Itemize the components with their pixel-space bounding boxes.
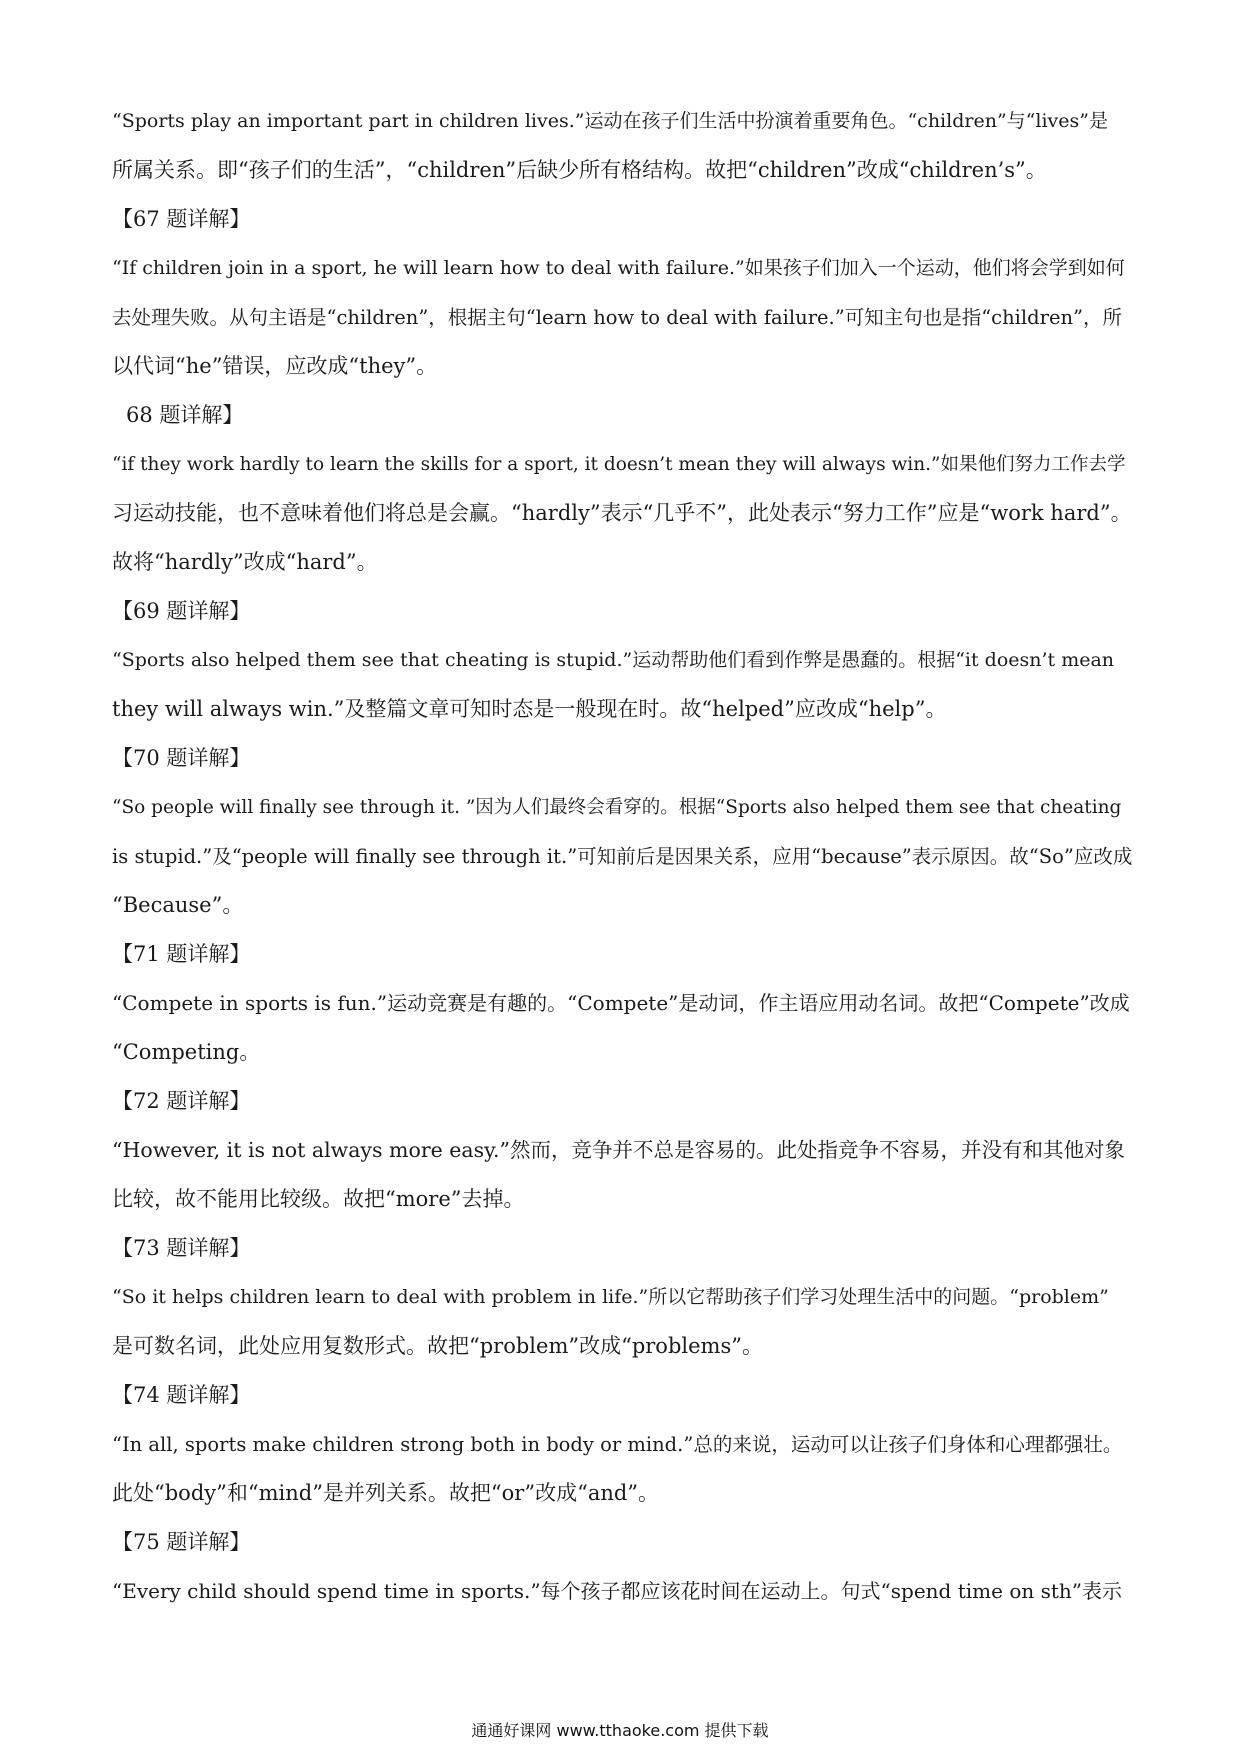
text-line: 比较，故不能用比较级。故把“more”去掉。 — [112, 1187, 525, 1211]
text-line: “So it helps children learn to deal with problem in life.”所以它帮助孩子们学习处理生活中的问题。“problem” — [112, 1286, 1109, 1308]
text-line: they will always win.”及整篇文章可知时态是一般现在时。故“helped”应改成“help”。 — [112, 697, 947, 721]
text-line: 此处“body”和“mind”是并列关系。故把“or”改成“and”。 — [112, 1481, 660, 1505]
text-line: “However, it is not always more easy.”然而，竞争并不总是容易的。此处指竞争不容易，并没有和其他对象 — [112, 1138, 1125, 1162]
section-heading-68: 68 题详解】 — [126, 403, 244, 427]
text-line: “Because”。 — [112, 893, 244, 917]
text-line: 故将“hardly”改成“hard”。 — [112, 550, 378, 574]
text-line: “Competing。 — [112, 1040, 261, 1064]
section-heading-72: 【72 题详解】 — [112, 1089, 251, 1113]
section-heading-69: 【69 题详解】 — [112, 599, 251, 623]
text-line: 所属关系。即“孩子们的生活”，“children”后缺少所有格结构。故把“children”改成“children’s”。 — [112, 158, 1047, 182]
text-line: “Sports also helped them see that cheating is stupid.”运动帮助他们看到作弊是愚蠢的。根据“it doesn’t mean — [112, 649, 1115, 671]
page-footer: 通通好课网 www.tthaoke.com 提供下载 — [471, 1721, 769, 1740]
text-line: is stupid.”及“people will finally see through it.”可知前后是因果关系，应用“because”表示原因。故“So”应改成 — [112, 845, 1133, 868]
section-heading-74: 【74 题详解】 — [112, 1383, 251, 1407]
document-body — [112, 97, 1132, 1616]
text-line: “Sports play an important part in children lives.”运动在孩子们生活中扮演着重要角色。“children”与“lives”是 — [112, 110, 1108, 132]
text-line: 去处理失败。从句主语是“children”，根据主句“learn how to deal with failure.”可知主句也是指“children”，所 — [112, 306, 1123, 329]
text-line: “if they work hardly to learn the skills for a sport, it doesn’t mean they will always win.”如果他们努力工作去学 — [112, 454, 1126, 475]
text-line: “In all, sports make children strong both in body or mind.”总的来说，运动可以让孩子们身体和心理都强壮。 — [112, 1433, 1123, 1456]
section-heading-71: 【71 题详解】 — [112, 942, 251, 966]
section-heading-70: 【70 题详解】 — [112, 746, 251, 770]
text-line: “Every child should spend time in sports.”每个孩子都应该花时间在运动上。句式“spend time on sth”表示 — [112, 1579, 1122, 1603]
text-line: “If children join in a sport, he will learn how to deal with failure.”如果孩子们加入一个运动，他们将会学到如何 — [112, 257, 1125, 279]
section-heading-67: 【67 题详解】 — [112, 207, 251, 231]
text-line: 习运动技能，也不意味着他们将总是会赢。“hardly”表示“几乎不”，此处表示“努力工作”应是“work hard”。 — [112, 501, 1132, 525]
text-line: “Compete in sports is fun.”运动竞赛是有趣的。“Compete”是动词，作主语应用动名词。故把“Compete”改成 — [112, 991, 1130, 1015]
text-line: 以代词“he”错误，应改成“they”。 — [112, 354, 438, 378]
section-heading-73: 【73 题详解】 — [112, 1236, 251, 1260]
text-line: 是可数名词，此处应用复数形式。故把“problem”改成“problems”。 — [112, 1334, 763, 1358]
text-line: “So people will finally see through it. ”因为人们最终会看穿的。根据“Sports also helped them see that cheating — [112, 797, 1122, 818]
section-heading-75: 【75 题详解】 — [112, 1530, 251, 1554]
